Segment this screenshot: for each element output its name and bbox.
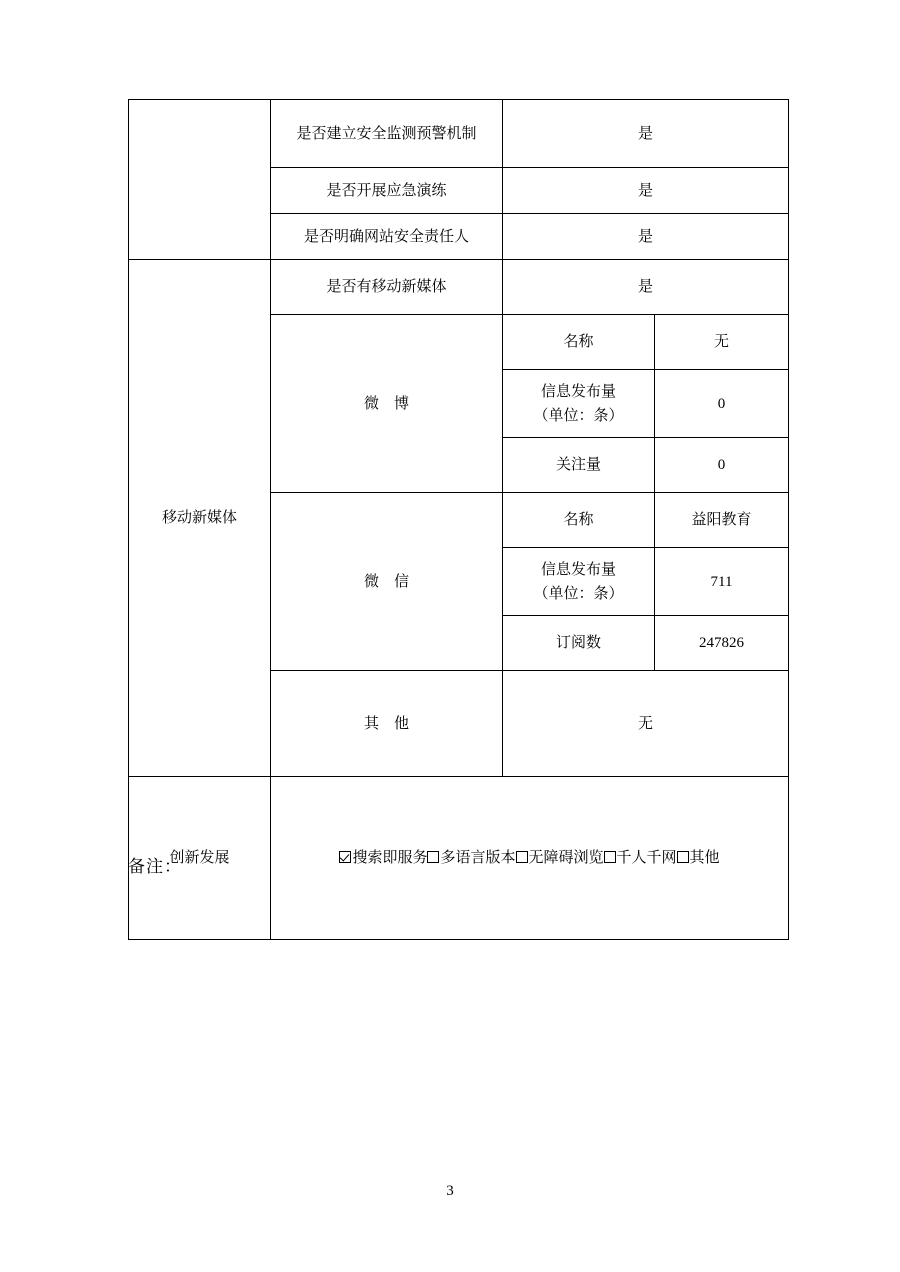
weibo-publish-count-value: 0 <box>655 370 789 438</box>
checkbox-checked-icon[interactable] <box>339 851 351 863</box>
security-question-3: 是否明确网站安全责任人 <box>271 214 503 260</box>
innovation-label: 创新发展 <box>129 777 271 940</box>
security-question-2: 是否开展应急演练 <box>271 168 503 214</box>
remark-label: 备注： <box>128 857 182 876</box>
table-row <box>129 260 789 315</box>
weixin-subscribers-value: 247826 <box>655 616 789 671</box>
weibo-publish-count-label-line1: 信息发布量 <box>540 383 616 400</box>
checkbox-icon[interactable] <box>677 851 689 863</box>
weixin-publish-count-label-line1: 信息发布量 <box>540 561 616 578</box>
other-media-label: 其 他 <box>271 671 503 777</box>
innovation-option-4[interactable] <box>604 850 677 866</box>
security-section-label <box>129 100 271 260</box>
weixin-name-value: 益阳教育 <box>655 493 789 548</box>
innovation-option-5[interactable] <box>677 850 720 866</box>
weibo-name-value: 无 <box>655 315 789 370</box>
weibo-followers-label: 关注量 <box>503 438 655 493</box>
security-answer-2: 是 <box>503 168 789 214</box>
innovation-option-3[interactable] <box>516 850 604 866</box>
checkbox-icon[interactable] <box>427 851 439 863</box>
security-question-1: 是否建立安全监测预警机制 <box>271 100 503 168</box>
weixin-publish-count-value: 711 <box>655 548 789 616</box>
table-row <box>129 777 789 940</box>
weibo-publish-count-label <box>503 370 655 438</box>
website-report-table <box>128 99 789 940</box>
innovation-option-5-label: 其他 <box>689 850 720 866</box>
innovation-option-1-label: 搜索即服务 <box>352 850 428 866</box>
table-row <box>129 100 789 168</box>
innovation-option-2[interactable] <box>427 850 515 866</box>
innovation-option-3-label: 无障碍浏览 <box>528 850 604 866</box>
innovation-option-4-label: 千人千网 <box>616 850 677 866</box>
weixin-name-label: 名称 <box>503 493 655 548</box>
has-mobile-media-answer: 是 <box>503 260 789 315</box>
has-mobile-media-question: 是否有移动新媒体 <box>271 260 503 315</box>
mobile-media-section-label: 移动新媒体 <box>129 260 271 777</box>
weibo-followers-value: 0 <box>655 438 789 493</box>
innovation-options <box>271 777 789 940</box>
weibo-publish-count-label-line2: （单位：条） <box>533 407 624 424</box>
security-answer-3: 是 <box>503 214 789 260</box>
weibo-label: 微 博 <box>271 315 503 493</box>
security-answer-1: 是 <box>503 100 789 168</box>
weixin-publish-count-label <box>503 548 655 616</box>
innovation-option-2-label: 多语言版本 <box>440 850 516 866</box>
weixin-label: 微 信 <box>271 493 503 671</box>
weixin-subscribers-label: 订阅数 <box>503 616 655 671</box>
innovation-option-1[interactable] <box>339 850 427 866</box>
page-number: 3 <box>446 1183 454 1199</box>
checkbox-icon[interactable] <box>604 851 616 863</box>
other-media-value: 无 <box>503 671 789 777</box>
weixin-publish-count-label-line2: （单位：条） <box>533 585 624 602</box>
weibo-name-label: 名称 <box>503 315 655 370</box>
checkbox-icon[interactable] <box>516 851 528 863</box>
